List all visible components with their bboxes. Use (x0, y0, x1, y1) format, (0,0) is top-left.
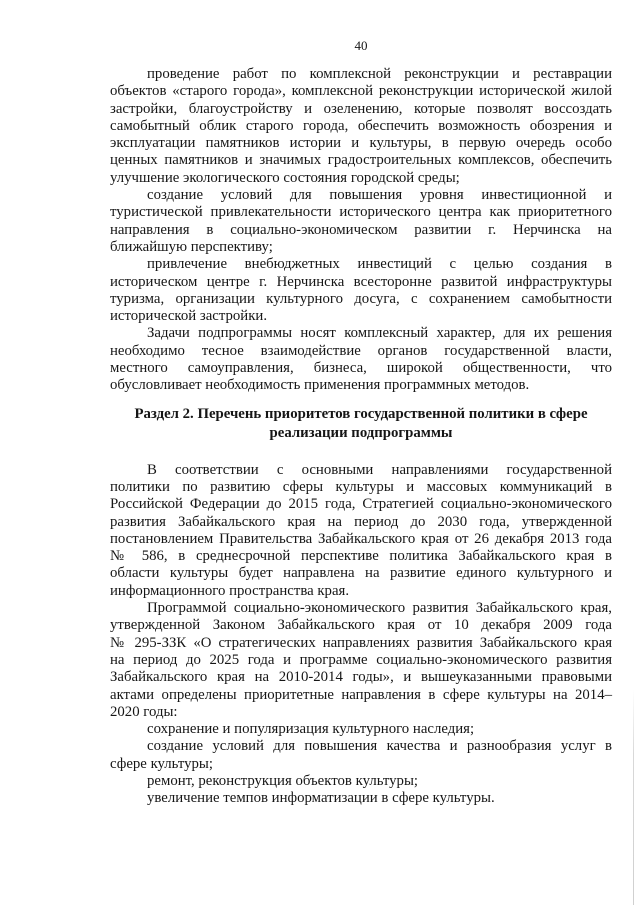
text-line: местного самоуправления, бизнеса, широкой общественности, что (110, 360, 612, 377)
text-line: политики по развитию сферы культуры и массовых коммуникаций в (110, 478, 612, 495)
text-line: исторической застройки. (110, 308, 268, 325)
text-line: Программой социально-экономического развития Забайкальского края, (147, 600, 612, 617)
text-line: сохранение и популяризация культурного наследия; (147, 721, 475, 738)
text-line: застройки, благоустройству и озеленению, которые позволят воссоздать (110, 100, 612, 117)
paragraph-reconstruction-works (110, 66, 612, 187)
priority-item-informatization (110, 790, 612, 807)
text-line: № 586, в среднесрочной перспективе политика Забайкальского края в (110, 548, 612, 565)
text-line: создание условий для повышения качества и разнообразия услуг в (147, 738, 612, 755)
text-line: историческом центре г. Нерчинска всесторонне развитой инфраструктуры (110, 273, 612, 290)
text-line: области культуры будет направлена на развитие единого культурного и (110, 565, 612, 582)
text-line: утвержденной Законом Забайкальского края от 10 декабря 2009 года (110, 617, 612, 634)
text-line: № 295-ЗЗК «О стратегических направлениях развития Забайкальского края (110, 634, 612, 651)
text-line: объектов «старого города», комплексной реконструкции исторической жилой (110, 83, 612, 100)
paragraph-subprogram-tasks (110, 325, 612, 394)
paragraph-investment-conditions (110, 187, 612, 256)
page-number: 40 (354, 38, 368, 53)
text-line: постановлением Правительства Забайкальского края от 26 декабря 2013 года (110, 530, 612, 547)
paragraph-socioeconomic-program (110, 600, 612, 721)
text-line: Задачи подпрограммы носят комплексный характер, для их решения (147, 325, 612, 342)
text-line: привлечение внебюджетных инвестиций с целью создания в (147, 256, 612, 273)
text-line: ближайшую перспективу; (110, 238, 273, 255)
priority-item-heritage (110, 721, 612, 738)
document-body (110, 66, 612, 808)
text-line: улучшение экологического состояния городской среды; (110, 169, 460, 186)
text-line: на период до 2025 года и программе социально-экономического развития (110, 651, 612, 668)
text-line: туризма, организации культурного досуга, с сохранением самобытности (110, 290, 612, 307)
text-line: увеличение темпов информатизации в сфере культуры. (147, 790, 495, 807)
text-line: самобытный облик старого города, обеспечить возможность обозрения и (110, 117, 612, 134)
text-line: эксплуатации памятников истории и культуры, в первую очередь особо (110, 135, 612, 152)
text-line: создание условий для повышения уровня инвестиционной и (147, 187, 612, 204)
text-line: направления в социально-экономическом развитии г. Нерчинска на (110, 221, 612, 238)
text-line: 2020 годы: (110, 703, 178, 720)
text-line: сфере культуры; (110, 755, 213, 772)
text-line: обусловливает необходимость применения программных методов. (110, 377, 530, 394)
text-line: развития Забайкальского края на период до 2030 года, утвержденной (110, 513, 612, 530)
priority-item-repair (110, 773, 612, 790)
text-line: ремонт, реконструкция объектов культуры; (147, 772, 419, 789)
priority-item-services (110, 738, 612, 773)
text-line: необходимо тесное взаимодействие органов государственной власти, (110, 342, 612, 359)
priority-list (110, 721, 612, 807)
text-line: проведение работ по комплексной реконструкции и реставрации (147, 66, 612, 82)
text-line: В соответствии с основными направлениями государственной (147, 461, 612, 478)
text-line: ценных памятников и значимых градостроительных комплексов, обеспечить (110, 152, 612, 169)
text-line: туристической привлекательности исторического центра как приоритетного (110, 204, 612, 221)
text-line: Раздел 2. Перечень приоритетов государственной политики в сфере (134, 405, 588, 422)
paragraph-state-policy-directions (110, 462, 612, 600)
text-line: информационного пространства края. (110, 582, 350, 599)
paragraph-extrabudgetary-investments (110, 256, 612, 325)
text-line: Забайкальского края на 2010-2014 годы», и вышеуказанными правовыми (110, 669, 612, 686)
scan-edge-shadow (633, 690, 634, 905)
text-line: актами определены приоритетные направления в сфере культуры на 2014– (110, 686, 612, 703)
section-2-heading (110, 405, 612, 443)
text-line: реализации подпрограммы (269, 424, 453, 441)
text-line: Российской Федерации до 2015 года, Стратегией социально-экономического (110, 496, 612, 513)
